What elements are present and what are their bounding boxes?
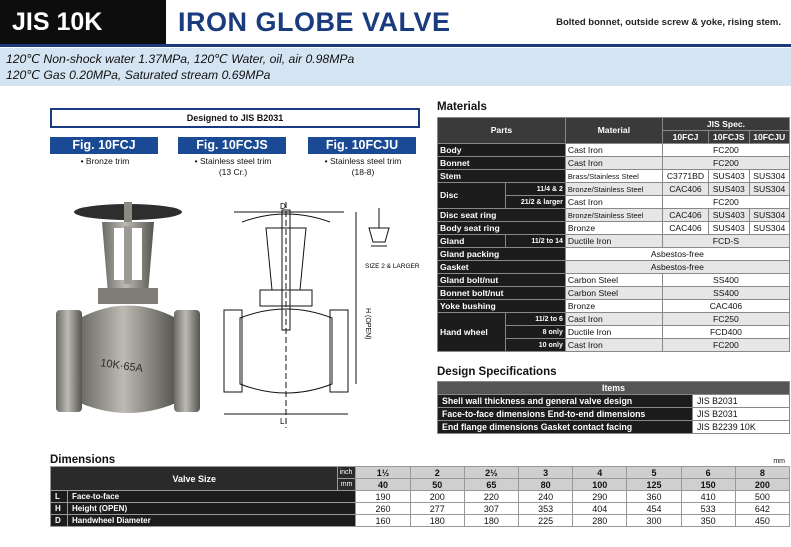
table-header-cell: 10FCJ bbox=[662, 131, 708, 144]
table-row bbox=[438, 118, 790, 131]
table-cell: Bonnet bbox=[438, 157, 566, 170]
table-cell: 2 bbox=[410, 467, 464, 479]
table-cell: Handwheel Diameter bbox=[68, 515, 356, 527]
table-cell: Bronze bbox=[565, 222, 662, 235]
table-cell: SUS304 bbox=[749, 209, 789, 222]
table-cell: Bronze/Stainless Steel bbox=[565, 209, 662, 222]
table-cell: 353 bbox=[519, 503, 573, 515]
table-cell: 190 bbox=[356, 491, 410, 503]
size-note: SIZE 2 & LARGER bbox=[365, 263, 420, 270]
rating-line-2: 120℃ Gas 0.20MPa, Saturated stream 0.69MPa bbox=[6, 68, 271, 82]
table-cell: 160 bbox=[356, 515, 410, 527]
table-cell: inch bbox=[338, 467, 356, 479]
dim-l-label: L bbox=[280, 417, 285, 426]
materials-row bbox=[438, 287, 790, 300]
model-badge: JIS 10K bbox=[0, 0, 166, 44]
spec-row bbox=[438, 395, 790, 408]
table-cell: Cast Iron bbox=[565, 339, 662, 352]
table-cell: Items bbox=[438, 382, 790, 395]
table-cell: 533 bbox=[681, 503, 735, 515]
table-cell: D bbox=[51, 515, 68, 527]
table-cell: 4 bbox=[573, 467, 627, 479]
dimensions-table bbox=[50, 466, 790, 527]
disc-detail-drawing bbox=[365, 206, 427, 276]
table-cell: FCD-S bbox=[662, 235, 789, 248]
design-specs-table bbox=[437, 381, 790, 434]
table-cell: 290 bbox=[573, 491, 627, 503]
table-cell: 280 bbox=[573, 515, 627, 527]
materials-row bbox=[438, 235, 790, 248]
valve-section-drawing bbox=[222, 198, 372, 430]
page-title: IRON GLOBE VALVE bbox=[178, 7, 451, 37]
table-cell: Bonnet bolt/nut bbox=[438, 287, 566, 300]
table-cell: 360 bbox=[627, 491, 681, 503]
table-cell: Yoke bushing bbox=[438, 300, 566, 313]
table-cell: SS400 bbox=[662, 287, 789, 300]
table-cell: Ductile Iron bbox=[565, 326, 662, 339]
spec-row bbox=[438, 421, 790, 434]
materials-heading: Materials bbox=[437, 101, 487, 113]
table-cell: Brass/Stainless Steel bbox=[565, 170, 662, 183]
table-cell: 180 bbox=[410, 515, 464, 527]
table-cell: 300 bbox=[627, 515, 681, 527]
table-cell: C3771BD bbox=[662, 170, 708, 183]
table-cell: 11/2 to 6 bbox=[505, 313, 565, 326]
table-cell: 5 bbox=[627, 467, 681, 479]
table-cell: 277 bbox=[410, 503, 464, 515]
table-cell: Stem bbox=[438, 170, 566, 183]
table-cell: 240 bbox=[519, 491, 573, 503]
table-cell: Gasket bbox=[438, 261, 566, 274]
table-cell: 225 bbox=[519, 515, 573, 527]
table-cell: SUS403 bbox=[709, 222, 749, 235]
table-cell: 3 bbox=[519, 467, 573, 479]
table-cell: 350 bbox=[681, 515, 735, 527]
table-cell: 125 bbox=[627, 479, 681, 491]
table-cell: 200 bbox=[735, 479, 789, 491]
table-cell: 410 bbox=[681, 491, 735, 503]
table-cell: Hand wheel bbox=[438, 313, 506, 352]
table-cell: 307 bbox=[464, 503, 518, 515]
table-cell: FC200 bbox=[662, 339, 789, 352]
table-cell: Shell wall thickness and general valve design bbox=[438, 395, 693, 408]
table-cell: CAC406 bbox=[662, 300, 789, 313]
materials-row bbox=[438, 209, 790, 222]
table-cell: 6 bbox=[681, 467, 735, 479]
valve-photo bbox=[50, 198, 220, 448]
table-cell: 8 bbox=[735, 467, 789, 479]
table-cell: 65 bbox=[464, 479, 518, 491]
table-cell: 50 bbox=[410, 479, 464, 491]
table-cell: Face-to-face bbox=[68, 491, 356, 503]
design-specs-heading: Design Specifications bbox=[437, 366, 557, 378]
table-cell: Disc seat ring bbox=[438, 209, 566, 222]
table-cell: CAC406 bbox=[662, 222, 708, 235]
table-cell: SUS403 bbox=[709, 183, 749, 196]
table-cell: Gland bbox=[438, 235, 506, 248]
table-cell: L bbox=[51, 491, 68, 503]
materials-row bbox=[438, 144, 790, 157]
table-cell: 10 only bbox=[505, 339, 565, 352]
materials-row bbox=[438, 248, 790, 261]
table-cell: Ductile Iron bbox=[565, 235, 662, 248]
designed-to-box: Designed to JIS B2031 bbox=[50, 108, 420, 128]
table-cell: 40 bbox=[356, 479, 410, 491]
table-cell: Cast Iron bbox=[565, 144, 662, 157]
fig-10fcj-note: • Bronze trim bbox=[80, 156, 130, 166]
table-cell: JIS B2031 bbox=[693, 408, 790, 421]
table-cell: 200 bbox=[410, 491, 464, 503]
table-cell: Cast Iron bbox=[565, 157, 662, 170]
table-cell: 1½ bbox=[356, 467, 410, 479]
dim-row-d bbox=[51, 515, 790, 527]
materials-table bbox=[437, 117, 790, 352]
table-cell: Cast Iron bbox=[565, 196, 662, 209]
valve-casting-text: 10K·65A bbox=[99, 357, 144, 376]
table-cell: 220 bbox=[464, 491, 518, 503]
table-row bbox=[51, 467, 790, 479]
materials-row bbox=[438, 183, 790, 196]
table-cell: 2½ bbox=[464, 467, 518, 479]
table-cell: FC200 bbox=[662, 196, 789, 209]
fig-10fcju-label: Fig. 10FCJU bbox=[308, 137, 416, 154]
table-cell: SUS304 bbox=[749, 170, 789, 183]
table-cell: FC250 bbox=[662, 313, 789, 326]
table-cell: Face-to-face dimensions End-to-end dimensions bbox=[438, 408, 693, 421]
table-row bbox=[438, 382, 790, 395]
table-cell: 180 bbox=[464, 515, 518, 527]
fig-10fcjs-label: Fig. 10FCJS bbox=[178, 137, 286, 154]
table-cell: Carbon Steel bbox=[565, 287, 662, 300]
materials-row bbox=[438, 313, 790, 326]
dim-row-h bbox=[51, 503, 790, 515]
table-cell: FC200 bbox=[662, 144, 789, 157]
rating-line-1: 120℃ Non-shock water 1.37MPa, 120℃ Water, oil, air 0.98MPa bbox=[6, 52, 355, 66]
table-cell: Bronze bbox=[565, 300, 662, 313]
table-cell: CAC406 bbox=[662, 209, 708, 222]
table-cell: JIS B2239 10K bbox=[693, 421, 790, 434]
table-cell: 21/2 & larger bbox=[505, 196, 565, 209]
table-cell: SUS304 bbox=[749, 222, 789, 235]
dimensions-unit: mm bbox=[773, 458, 785, 465]
table-cell: 450 bbox=[735, 515, 789, 527]
spec-row bbox=[438, 408, 790, 421]
table-cell: 11/4 & 2 bbox=[505, 183, 565, 196]
table-cell: 260 bbox=[356, 503, 410, 515]
table-cell: 80 bbox=[519, 479, 573, 491]
page-subtitle: Bolted bonnet, outside screw & yoke, rising stem. bbox=[556, 17, 781, 28]
table-cell: CAC406 bbox=[662, 183, 708, 196]
table-cell: End flange dimensions Gasket contact facing bbox=[438, 421, 693, 434]
table-cell: Asbestos-free bbox=[565, 248, 789, 261]
dimensions-heading: Dimensions bbox=[50, 454, 116, 466]
dim-row-l bbox=[51, 491, 790, 503]
table-cell: 454 bbox=[627, 503, 681, 515]
table-cell: 11/2 to 14 bbox=[505, 235, 565, 248]
table-cell: 150 bbox=[681, 479, 735, 491]
table-cell: 100 bbox=[573, 479, 627, 491]
table-cell: JIS B2031 bbox=[693, 395, 790, 408]
table-cell: 642 bbox=[735, 503, 789, 515]
table-cell: SUS403 bbox=[709, 170, 749, 183]
table-cell: Asbestos-free bbox=[565, 261, 789, 274]
fig-10fcjs-note: • Stainless steel trim (13 Cr.) bbox=[194, 156, 272, 177]
table-cell: 500 bbox=[735, 491, 789, 503]
dim-h-label: H (OPEN) bbox=[364, 308, 371, 340]
materials-row bbox=[438, 170, 790, 183]
fig-10fcju-note: • Stainless steel trim (18-8) bbox=[324, 156, 402, 177]
dim-d-label: D bbox=[280, 202, 286, 211]
table-cell: mm bbox=[338, 479, 356, 491]
table-cell: SS400 bbox=[662, 274, 789, 287]
materials-parts-header: Parts bbox=[438, 118, 566, 144]
table-cell: 8 only bbox=[505, 326, 565, 339]
table-cell: Bronze/Stainless Steel bbox=[565, 183, 662, 196]
fig-10fcj-label: Fig. 10FCJ bbox=[50, 137, 158, 154]
materials-jis-header: JIS Spec. bbox=[662, 118, 789, 131]
table-cell: Cast Iron bbox=[565, 313, 662, 326]
table-cell: 404 bbox=[573, 503, 627, 515]
table-cell: Gland bolt/nut bbox=[438, 274, 566, 287]
table-cell: Carbon Steel bbox=[565, 274, 662, 287]
table-cell: Body bbox=[438, 144, 566, 157]
table-header-cell: 10FCJS bbox=[709, 131, 749, 144]
header-rule bbox=[0, 44, 791, 47]
materials-row bbox=[438, 300, 790, 313]
table-cell: SUS304 bbox=[749, 183, 789, 196]
table-cell: Body seat ring bbox=[438, 222, 566, 235]
materials-row bbox=[438, 274, 790, 287]
materials-row bbox=[438, 222, 790, 235]
header-bar bbox=[0, 0, 791, 44]
table-cell: FC200 bbox=[662, 157, 789, 170]
valve-size-header: Valve Size bbox=[51, 467, 338, 491]
materials-row bbox=[438, 261, 790, 274]
table-cell: Gland packing bbox=[438, 248, 566, 261]
table-header-cell: 10FCJU bbox=[749, 131, 789, 144]
materials-material-header: Material bbox=[565, 118, 662, 144]
table-cell: Height (OPEN) bbox=[68, 503, 356, 515]
table-cell: Disc bbox=[438, 183, 506, 209]
table-cell: SUS403 bbox=[709, 209, 749, 222]
materials-row bbox=[438, 157, 790, 170]
table-cell: FCD400 bbox=[662, 326, 789, 339]
table-cell: H bbox=[51, 503, 68, 515]
ratings-banner bbox=[0, 48, 791, 86]
